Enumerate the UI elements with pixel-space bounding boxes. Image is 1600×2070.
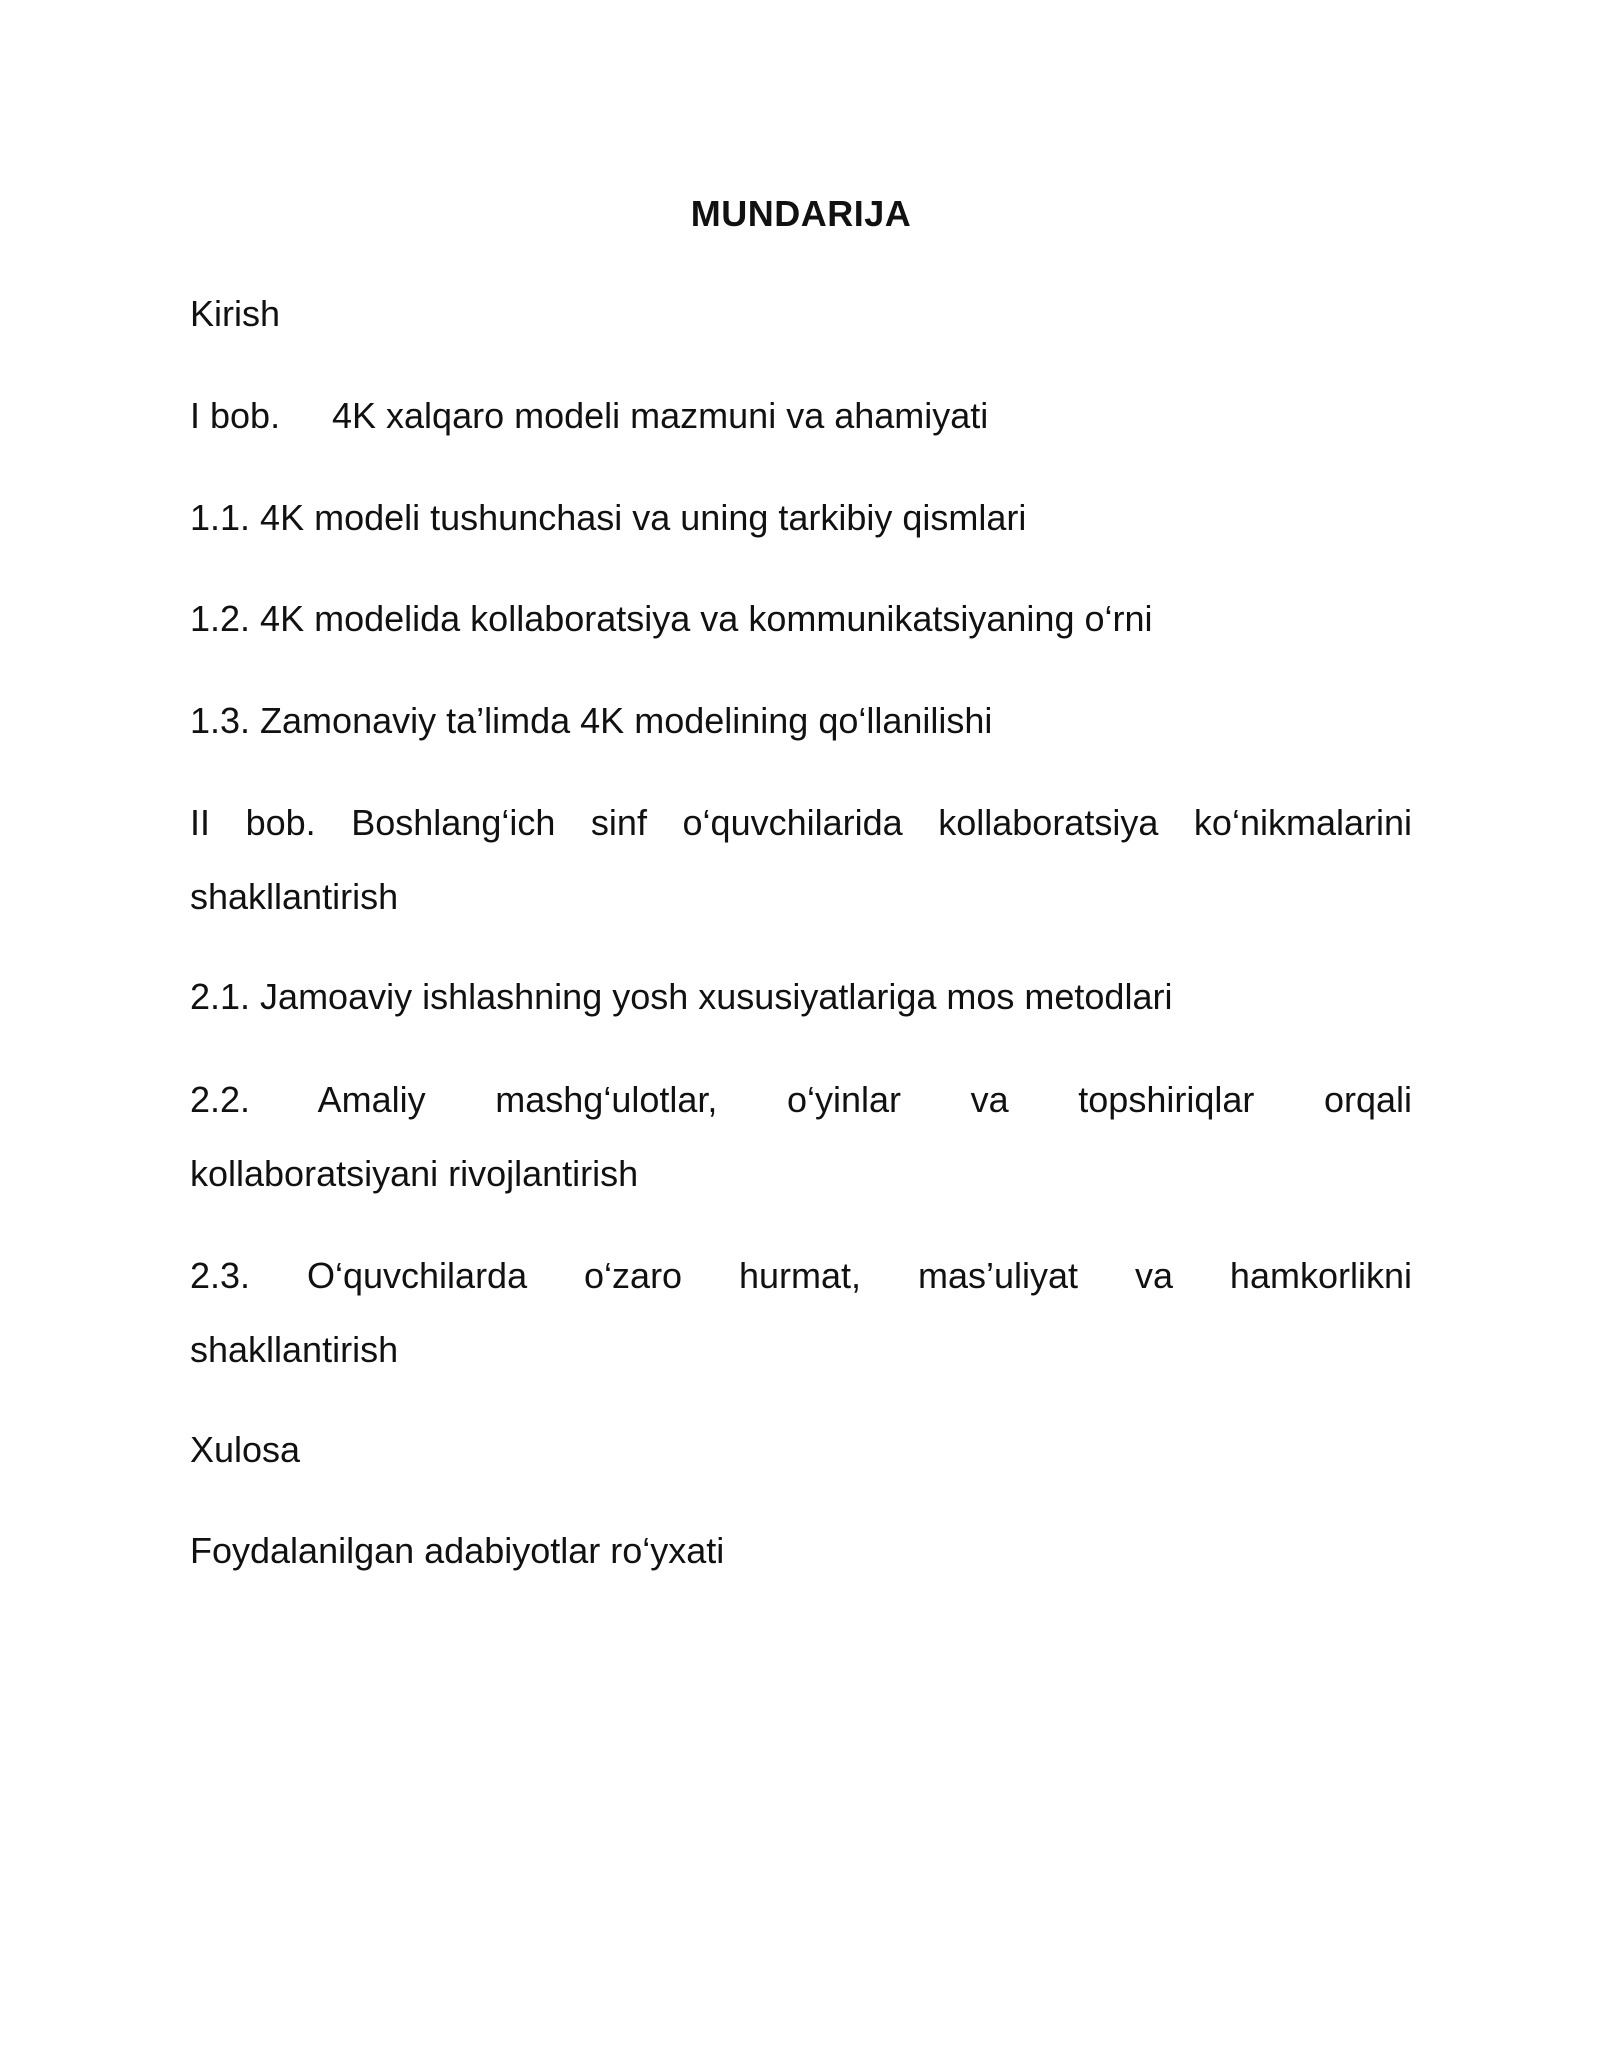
toc-entry-1-2: 1.2. 4K modelida kollaboratsiya va kommunikatsiyaning o‘rni	[190, 598, 1153, 639]
toc-entry-2-3	[190, 1239, 1412, 1387]
chapter-1-title: 4K xalqaro modeli mazmuni va ahamiyati	[332, 395, 989, 436]
entry-2-3-line-2: shakllantirish	[190, 1329, 399, 1370]
chapter-2-line-1: II bob. Boshlang‘ich sinf o‘quvchilarida kollaboratsiya ko‘nikmalarini	[190, 802, 1412, 843]
toc-entry-2-2	[190, 1063, 1412, 1211]
chapter-1-label: I bob.	[190, 395, 281, 436]
toc-entry-1-3: 1.3. Zamonaviy ta’limda 4K modelining qo‘llanilishi	[190, 700, 993, 741]
entry-2-2-line-2: kollaboratsiyani rivojlantirish	[190, 1153, 639, 1194]
toc-entry-kirish: Kirish	[190, 293, 281, 334]
entry-2-3-line-1: 2.3. O‘quvchilarda o‘zaro hurmat, mas’uliyat va hamkorlikni	[190, 1255, 1412, 1296]
toc-entry-2-1: 2.1. Jamoaviy ishlashning yosh xususiyatlariga mos metodlari	[190, 976, 1173, 1017]
toc-entry-references: Foydalanilgan adabiyotlar ro‘yxati	[190, 1530, 725, 1571]
toc-entry-chapter-2	[190, 786, 1412, 934]
toc-entry-1-1: 1.1. 4K modeli tushunchasi va uning tarkibiy qismlari	[190, 497, 1027, 538]
page-title: MUNDARIJA	[690, 193, 912, 234]
toc-entry-chapter-1	[190, 392, 1412, 440]
entry-2-2-line-1: 2.2. Amaliy mashg‘ulotlar, o‘yinlar va topshiriqlar orqali	[190, 1079, 1412, 1120]
toc-entry-xulosa: Xulosa	[190, 1429, 301, 1470]
chapter-2-line-2: shakllantirish	[190, 876, 399, 917]
